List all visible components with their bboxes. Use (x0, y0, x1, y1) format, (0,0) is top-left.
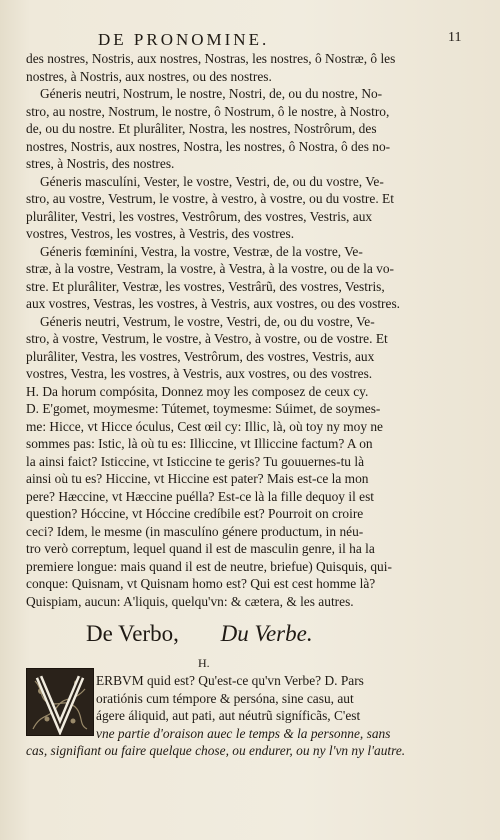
text-line: H. Da horum compósita, Donnez moy les composez de ceux cy. (26, 383, 369, 399)
text-line: cas, signifiant ou faire quelque chose, ou endurer, ou ny l'vn ny l'autre. (26, 743, 406, 758)
running-head: DE PRONOMINE. (98, 30, 270, 49)
text-line: question? Hóccine, vt Hóccine credíbile est? Pourroit on croire (26, 506, 364, 521)
text-line: pere? Hæccine, vt Hæccine puélla? Est-ce là la fille dequoy il est (26, 488, 375, 504)
text-line: conque: Quisnam, vt Quisnam homo est? Qui est cest homme là? (26, 576, 376, 591)
text-line: ERBVM quid est? Qu'est-ce qu'vn Verbe? D. Pars (96, 673, 364, 688)
text-line: Géneris fœminíni, Vestra, la vostre, Vestræ, de la vostre, Ve- (40, 243, 363, 259)
text-line: oratiónis cum témpore & persóna, sine casu, aut (96, 690, 354, 706)
text-line: stro, à vostre, Vestrum, le vostre, à Vestro, à vostre, ou de vostre. Et (26, 331, 388, 346)
chapter-title-latin: De Verbo, (86, 621, 179, 646)
text-line: aux vostres, Vestras, les vostres, à Vestris, aux vostres, ou des vostres. (26, 296, 401, 311)
text-line: D. E'gomet, moymesme: Tútemet, toymesme: Súimet, de soymes- (26, 401, 381, 416)
pronoun-text (26, 50, 414, 610)
text-line: stre. Et plurâliter, Vestræ, les vostres, Vestrârũ, des vostres, Vestris, (26, 278, 385, 294)
text-line: premiere longue: mais quand il est de neutre, briefue) Quisquis, qui- (26, 558, 392, 574)
text-line: plurâliter, Vestra, les vostres, Vestrôrum, des vostres, Vestris, aux (26, 348, 375, 364)
text-line: la ainsi faict? Isticcine, vt Isticcine te geris? Tu gouuernes-tu là (26, 453, 365, 469)
text-line: vostres, Vestros, les vostres, à Vestris, des vostres. (26, 226, 295, 241)
text-line: ainsi où tu es? Hiccine, vt Hiccine est pater? Mais est-ce la mon (26, 471, 369, 486)
text-line: nostres, à Nostris, aux nostres, ou des nostres. (26, 68, 272, 84)
text-line: stræ, à la vostre, Vestram, la vostre, à Vestra, à la vostre, ou de la vo- (26, 261, 395, 276)
text-line: ceci? Idem, le mesme (in masculíno génere productum, in néu- (26, 523, 364, 539)
text-line: stro, au vostre, Vestrum, le vostre, à vestro, à vostre, ou du vostre. Et (26, 191, 394, 206)
page-header (0, 30, 500, 50)
text-line: stres, à Nostris, des nostres. (26, 156, 175, 171)
page-number: 11 (448, 30, 462, 45)
text-line: de, ou du nostre. Et plurâliter, Nostra, les nostres, Nostrôrum, des (26, 121, 377, 136)
text-line: tro verò correptum, lequel quand il est de masculin genre, il ha la (26, 541, 375, 556)
text-line: des nostres, Nostris, aux nostres, Nostras, les nostres, ô Nostræ, ô les (26, 51, 396, 66)
text-line: Géneris neutri, Nostrum, le nostre, Nostri, de, ou du nostre, No- (40, 86, 383, 101)
text-line: Géneris neutri, Vestrum, le vostre, Vestri, de, ou du vostre, Ve- (40, 313, 375, 329)
text-line: vostres, Vestra, les vostres, à Vestris, aux vostres, ou des vostres. (26, 366, 373, 381)
chapter-heading (86, 621, 313, 647)
text-line: Quispiam, aucun: A'liquis, quelqu'vn: & cætera, & les autres. (26, 593, 354, 609)
speaker-label: H. (198, 656, 210, 670)
text-line: stro, au nostre, Nostrum, le nostre, ô Nostrum, ô le nostre, à Nostro, (26, 103, 390, 119)
text-line: ágere áliquid, aut pati, aut néutrũ signíficãs, C'est (96, 708, 361, 723)
text-line: me: Hicce, vt Hicce óculus, Cest œil cy: Illic, là, où toy ny moy ne (26, 418, 383, 434)
text-line: sommes pas: Istic, là où tu es: Illiccine, vt Illiccine factum? A on (26, 436, 373, 451)
text-line: vne partie d'oraison auec le temps & la personne, sans (96, 725, 391, 741)
chapter-title-french: Du Verbe. (220, 621, 313, 646)
verb-definition-text (26, 672, 414, 760)
text-line: plurâliter, Vestri, les vostres, Vestrôrum, des vostres, Vestris, aux (26, 208, 373, 224)
text-line: Géneris masculíni, Vester, le vostre, Vestri, de, ou du vostre, Ve- (40, 173, 384, 189)
text-line: nostres, Nostris, aux nostres, Nostra, les nostres, ô Nostra, ô des no- (26, 138, 391, 154)
